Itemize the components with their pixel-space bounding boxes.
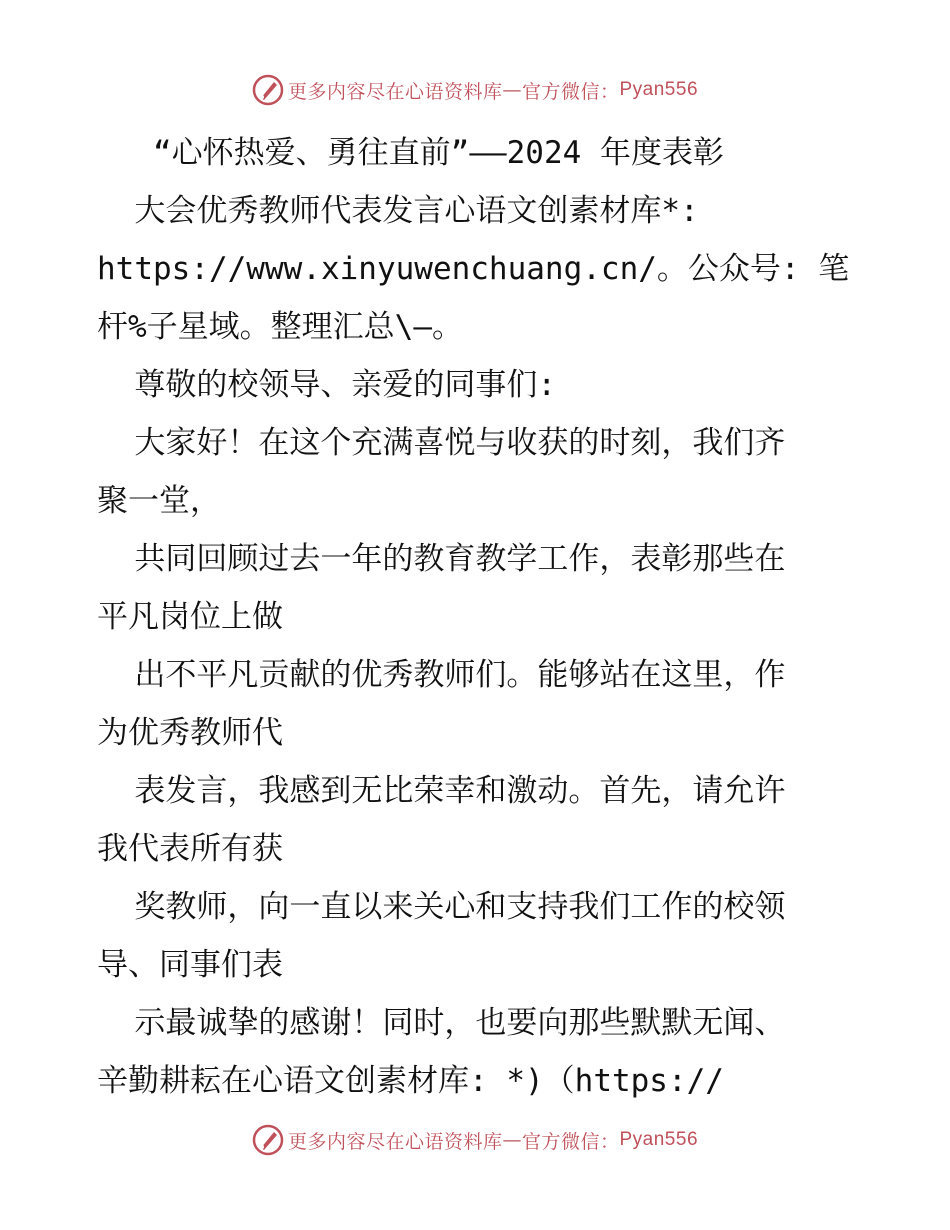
text-line: 大家好！在这个充满喜悦与收获的时刻，我们齐 (97, 425, 786, 461)
watermark-main-text: 更多内容尽在心语资料库 (287, 1130, 503, 1153)
watermark-dash: — (502, 1129, 522, 1151)
text-line: 奖教师，向一直以来关心和支持我们工作的校领 (97, 889, 786, 925)
document-body (97, 124, 857, 1110)
text-line: 共同回顾过去一年的教育教学工作，表彰那些在 (97, 541, 786, 577)
text-line: 尊敬的校领导、亲爱的同事们: (97, 367, 556, 403)
text-line: 出不平凡贡献的优秀教师们。能够站在这里，作 (97, 657, 786, 693)
text-line: 导、同事们表 (97, 947, 283, 983)
header-watermark (0, 72, 950, 108)
watermark-dash: — (502, 79, 522, 101)
text-line: “心怀热爱、勇往直前”——2024 年度表彰 (97, 135, 724, 171)
footer-watermark (0, 1122, 950, 1158)
text-line: 为优秀教师代 (97, 715, 283, 751)
text-line: 大会优秀教师代表发言心语文创素材库*: (97, 193, 699, 229)
watermark-wechat-id: Pyan556 (619, 79, 699, 100)
quill-pen-logo-icon (252, 1124, 284, 1156)
watermark-main-text: 更多内容尽在心语资料库 (287, 80, 503, 103)
text-line: 聚一堂， (97, 483, 221, 519)
text-line: https://www.xinyuwenchuang.cn/。公众号: 笔 (97, 251, 850, 287)
watermark-wechat-id: Pyan556 (619, 1129, 699, 1150)
watermark-wechat-label: 官方微信： (521, 80, 620, 103)
text-line: 表发言，我感到无比荣幸和激动。首先，请允许 (97, 773, 786, 809)
text-line: 平凡岗位上做 (97, 599, 283, 635)
text-line: 示最诚挚的感谢！同时，也要向那些默默无闻、 (97, 1005, 786, 1041)
watermark-wechat-label: 官方微信： (521, 1130, 620, 1153)
text-line: 杆%子星域。整理汇总\—。 (97, 309, 463, 345)
text-line: 我代表所有获 (97, 831, 283, 867)
quill-pen-logo-icon (252, 74, 284, 106)
text-line: 辛勤耕耘在心语文创素材库: *)（https:// (97, 1063, 724, 1099)
